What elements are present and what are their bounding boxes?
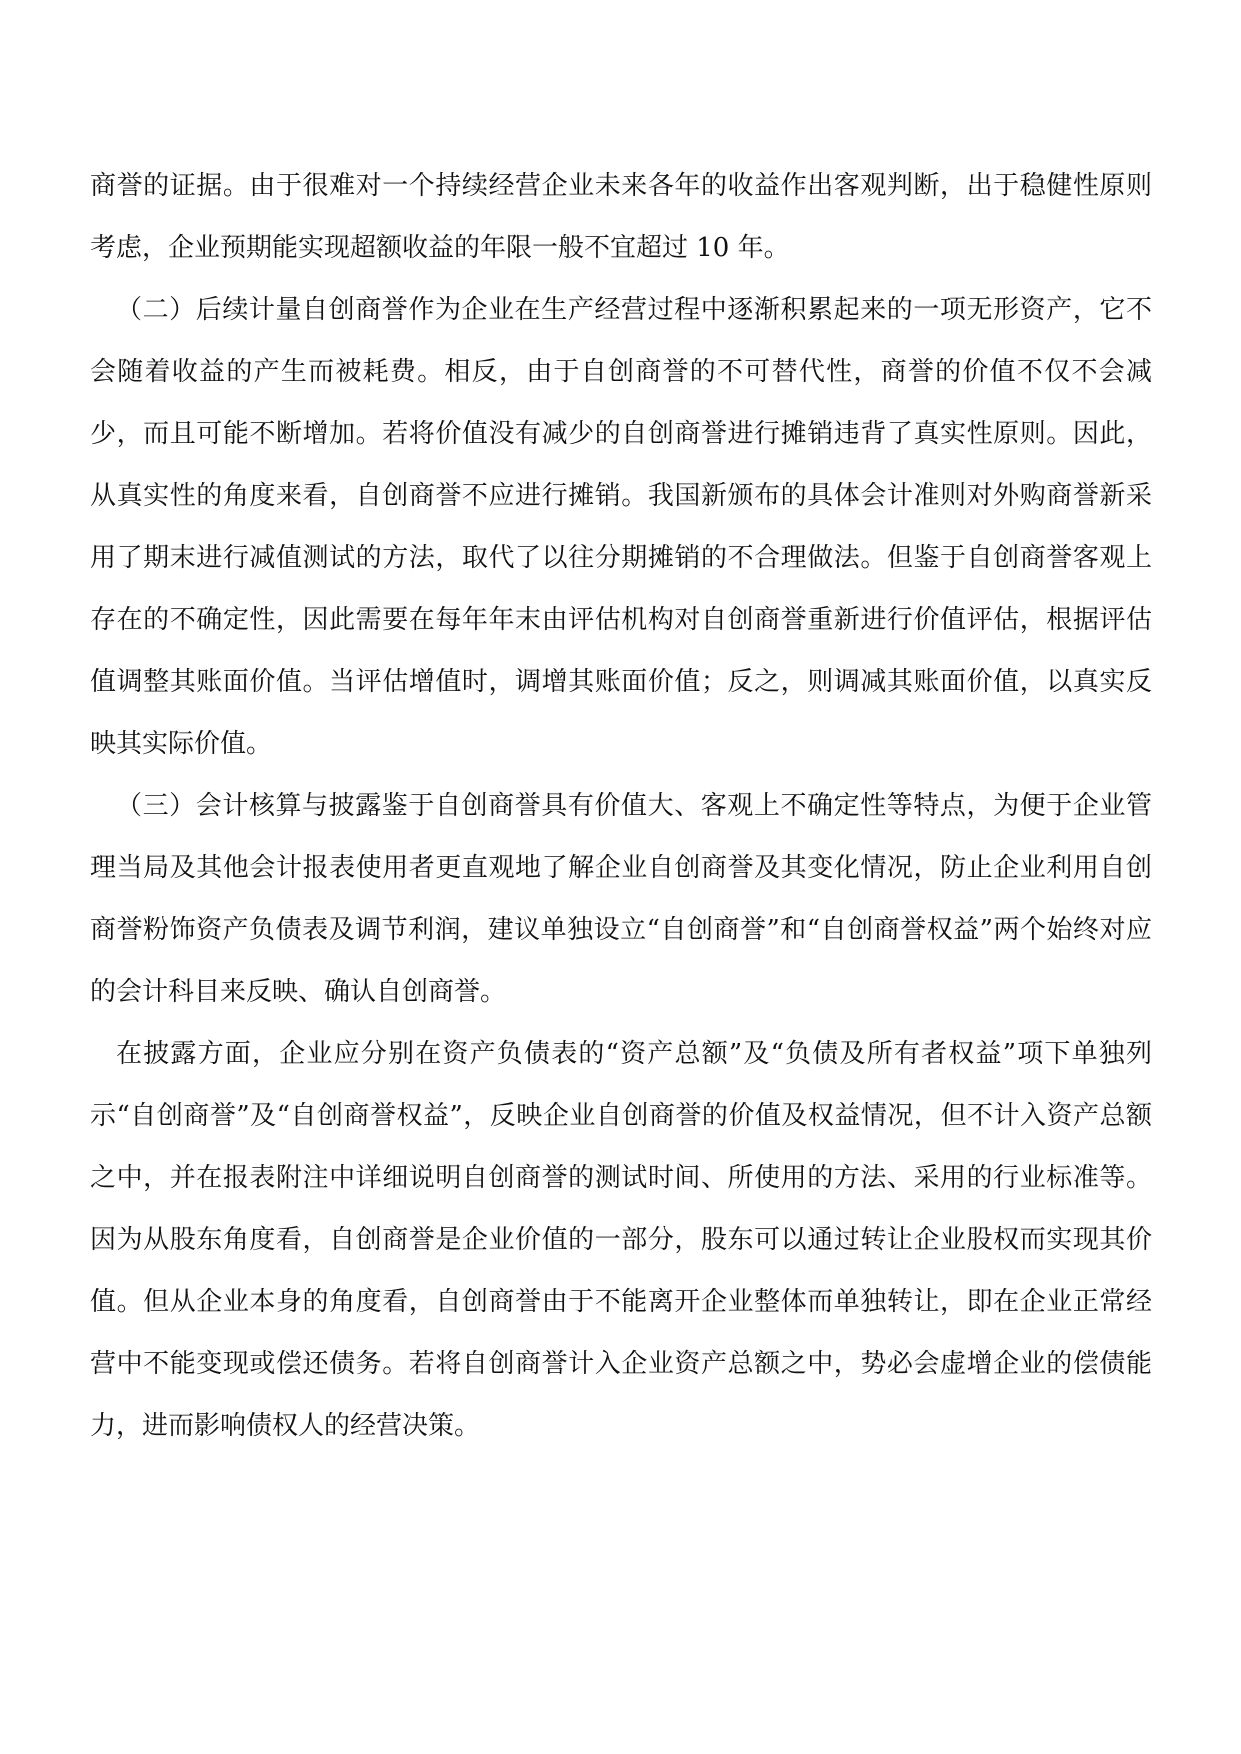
paragraph-disclosure-details: 在披露方面，企业应分别在资产负债表的“资产总额”及“负债及所有者权益”项下单独列示“自创商誉”及“自创商誉权益”，反映企业自创商誉的价值及权益情况，但不计入资产总额之中，并在报表附注中详细说明自创商誉的测试时间、所使用的方法、采用的行业标准等。因为从股东角度看，自创商誉是企业价值的一部分，股东可以通过转让企业股权而实现其价值。但从企业本身的角度看，自创商誉由于不能离开企业整体而单独转让，即在企业正常经营中不能变现或偿还债务。若将自创商誉计入企业资产总额之中，势必会虚增企业的偿债能力，进而影响债权人的经营决策。 — [90, 1039, 1152, 1441]
document-body — [90, 155, 1152, 1457]
paragraph-goodwill-evidence: 商誉的证据。由于很难对一个持续经营企业未来各年的收益作出客观判断，出于稳健性原则考虑，企业预期能实现超额收益的年限一般不宜超过 10 年。 — [90, 171, 1152, 263]
paragraph-subsequent-measurement: （二）后续计量自创商誉作为企业在生产经营过程中逐渐积累起来的一项无形资产，它不会随着收益的产生而被耗费。相反，由于自创商誉的不可替代性，商誉的价值不仅不会减少，而且可能不断增加。若将价值没有减少的自创商誉进行摊销违背了真实性原则。因此，从真实性的角度来看，自创商誉不应进行摊销。我国新颁布的具体会计准则对外购商誉新采用了期末进行减值测试的方法，取代了以往分期摊销的不合理做法。但鉴于自创商誉客观上存在的不确定性，因此需要在每年年末由评估机构对自创商誉重新进行价值评估，根据评估值调整其账面价值。当评估增值时，调增其账面价值；反之，则调减其账面价值，以真实反映其实际价值。 — [90, 295, 1152, 759]
paragraph-accounting-disclosure: （三）会计核算与披露鉴于自创商誉具有价值大、客观上不确定性等特点，为便于企业管理当局及其他会计报表使用者更直观地了解企业自创商誉及其变化情况，防止企业利用自创商誉粉饰资产负债表及调节利润，建议单独设立“自创商誉”和“自创商誉权益”两个始终对应的会计科目来反映、确认自创商誉。 — [90, 791, 1152, 1007]
